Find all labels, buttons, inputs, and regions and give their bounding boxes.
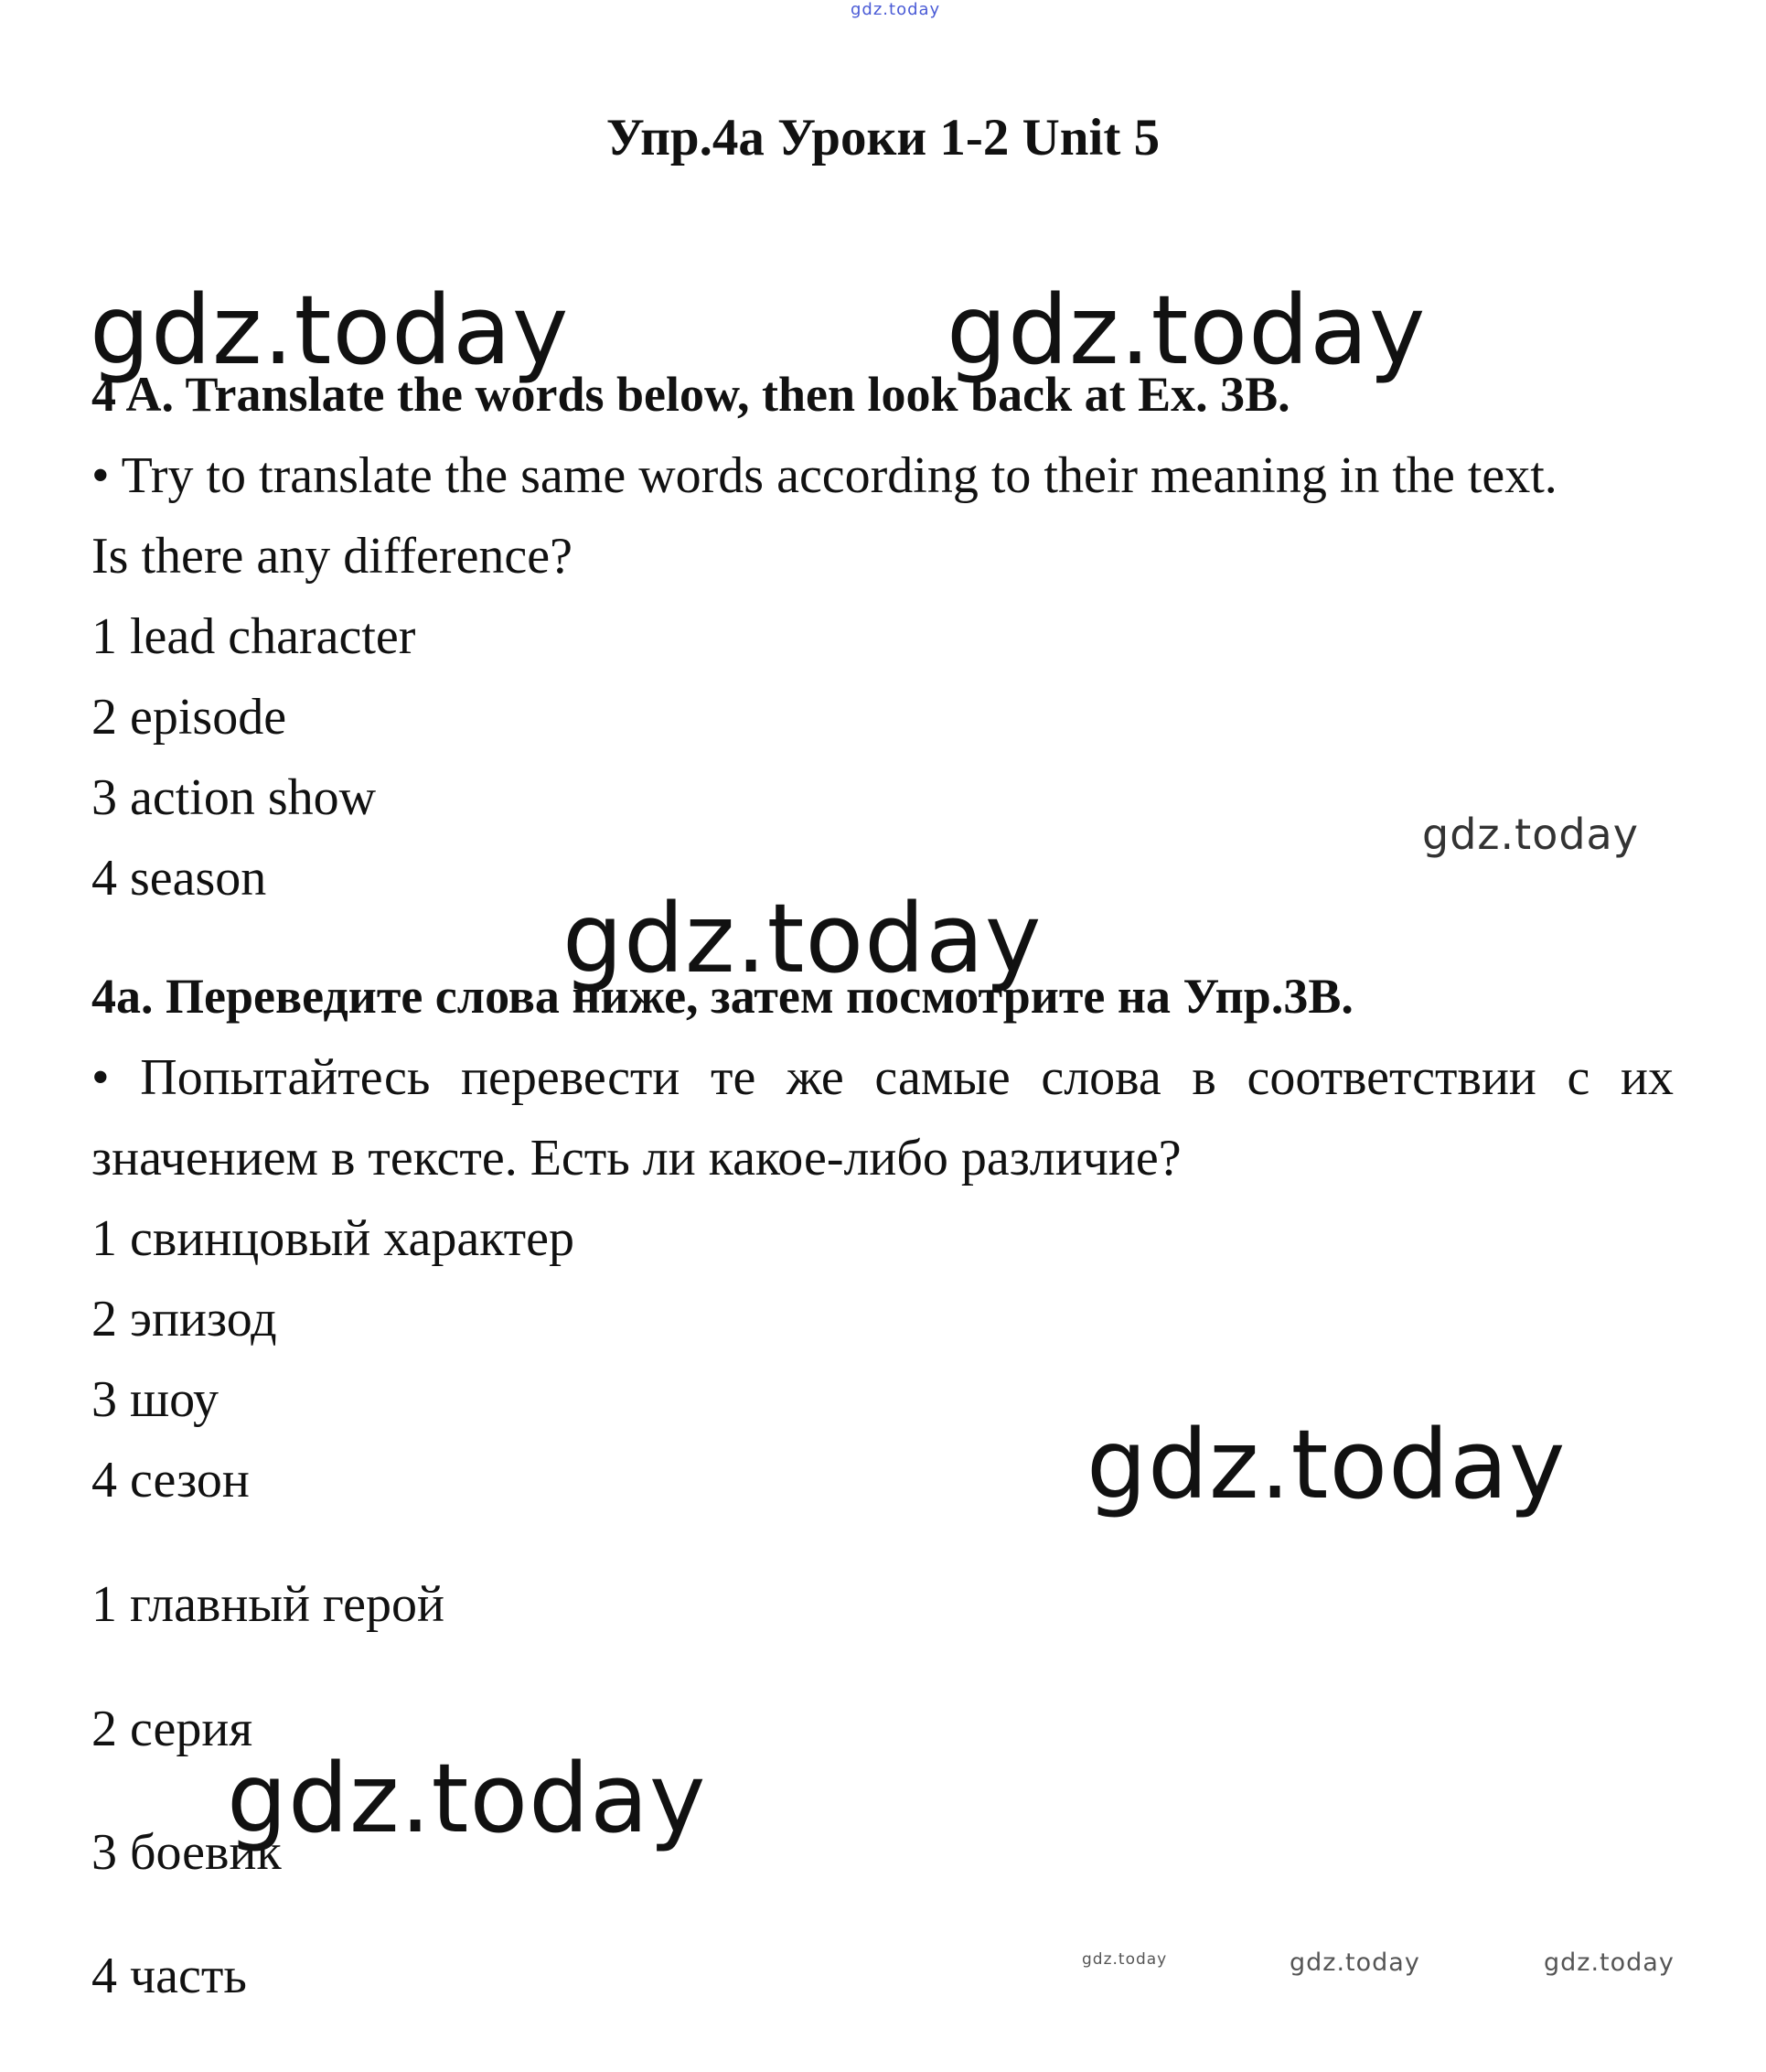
answer-item: 3 боевик — [91, 1824, 282, 1881]
answer-item: 4 часть — [91, 1948, 247, 2004]
watermark-5: gdz.today — [1086, 1409, 1567, 1520]
english-instruction-line2: Is there any difference? — [91, 528, 573, 585]
english-item: 2 episode — [91, 689, 287, 746]
watermark-top: gdz.today — [851, 0, 941, 19]
russian-instruction-line1: • Попытайтесь перевести те же самые слова в соответствии с их — [91, 1049, 1674, 1106]
english-instruction-line1: • Try to translate the same words according to their meaning in the text. — [91, 447, 1557, 504]
watermark-9: gdz.today — [1544, 1949, 1675, 1977]
watermark-3: gdz.today — [1422, 810, 1639, 859]
page-title: Упр.4а Уроки 1-2 Unit 5 — [605, 109, 1161, 166]
watermark-4: gdz.today — [562, 883, 1043, 994]
russian-item: 4 сезон — [91, 1452, 250, 1508]
watermark-2: gdz.today — [947, 274, 1427, 386]
russian-item: 2 эпизод — [91, 1291, 277, 1347]
answer-item: 1 главный герой — [91, 1576, 444, 1633]
english-item: 1 lead character — [91, 608, 416, 665]
watermark-6: gdz.today — [227, 1743, 707, 1854]
watermark-8: gdz.today — [1290, 1949, 1420, 1977]
russian-heading: 4а. Переведите слова ниже, затем посмотрите на Упр.3B. — [91, 969, 1354, 1024]
answer-item: 2 серия — [91, 1701, 253, 1757]
english-item: 3 action show — [91, 769, 377, 826]
watermark-7: gdz.today — [1082, 1950, 1168, 1969]
russian-item: 3 шоу — [91, 1371, 219, 1428]
russian-instruction-line2: значением в тексте. Есть ли какое-либо различие? — [91, 1130, 1182, 1186]
watermark-1: gdz.today — [90, 274, 570, 386]
russian-item: 1 свинцовый характер — [91, 1210, 575, 1267]
english-heading: 4 A. Translate the words below, then look back at Ex. 3B. — [91, 367, 1290, 422]
english-item: 4 season — [91, 850, 267, 907]
